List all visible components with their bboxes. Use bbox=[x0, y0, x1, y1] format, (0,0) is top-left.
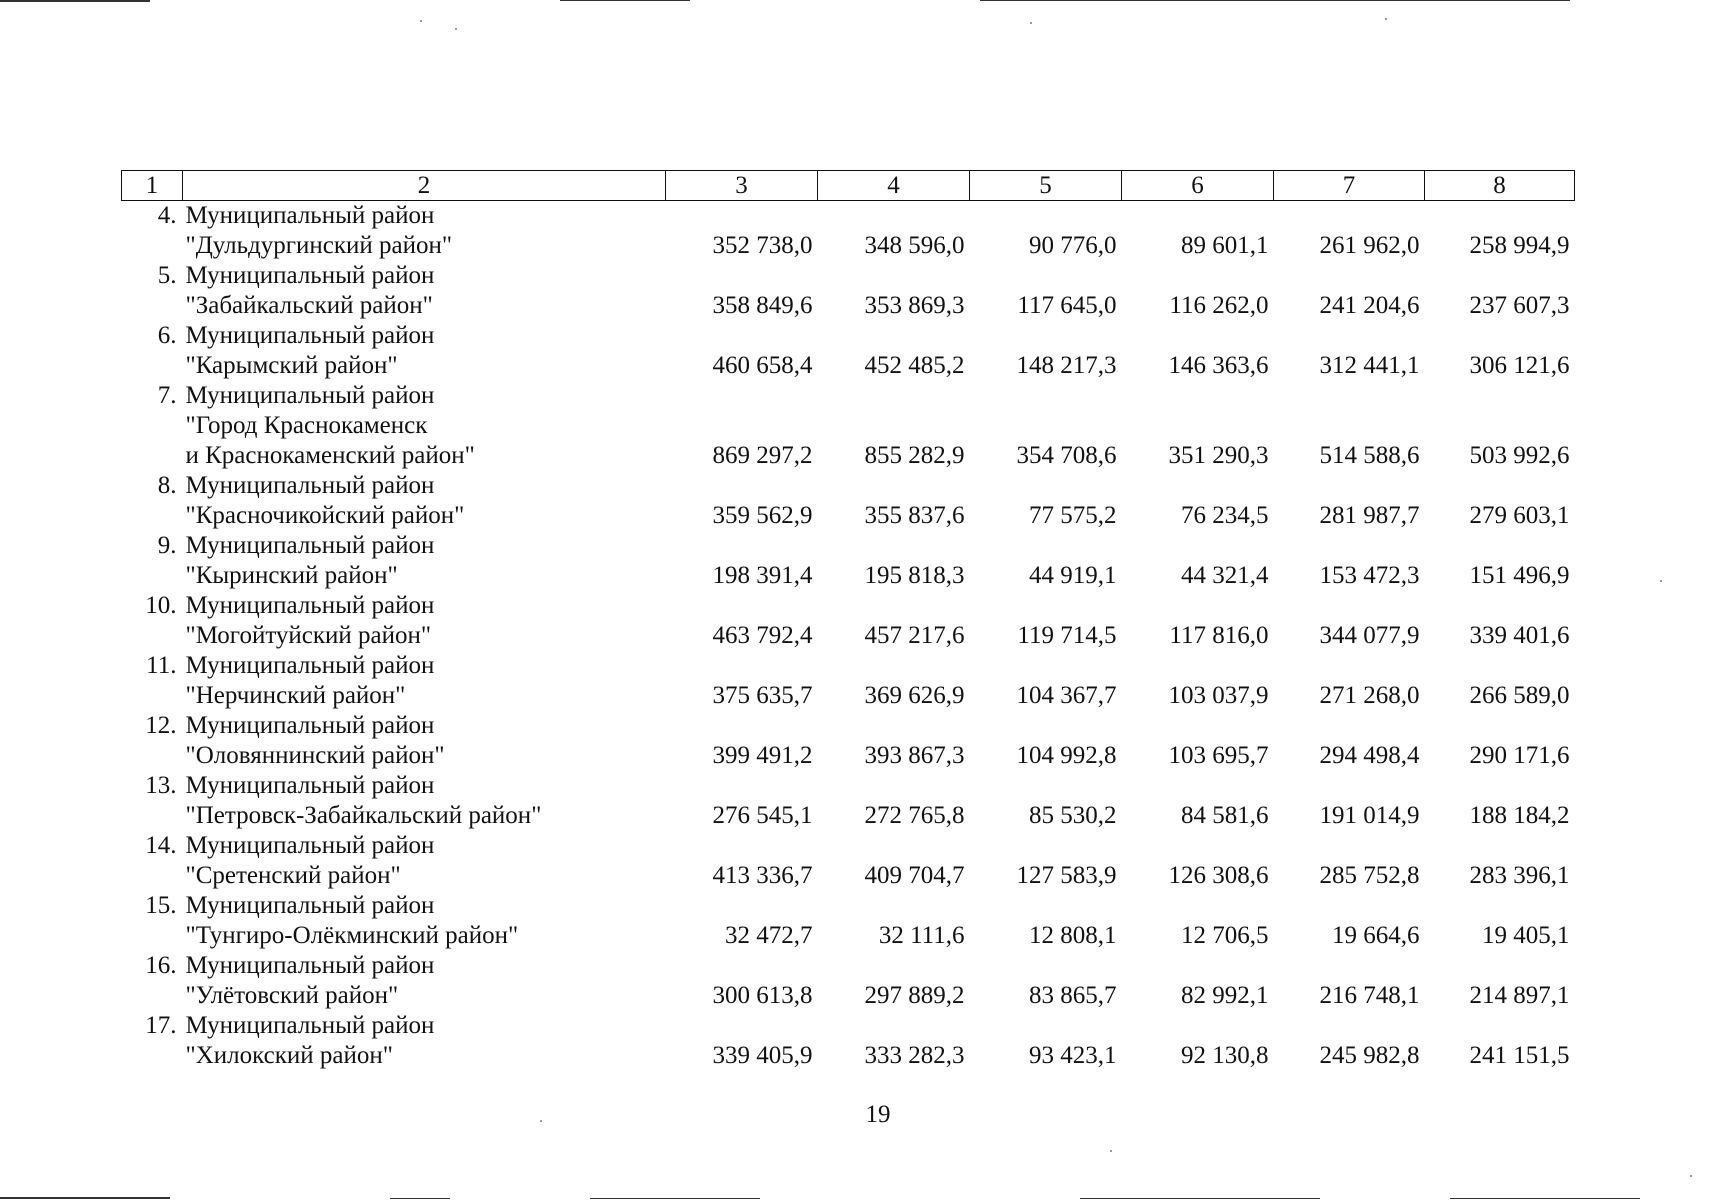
value-cell: 463 792,4 bbox=[712, 622, 813, 649]
value-cell: 146 363,6 bbox=[1168, 352, 1269, 379]
table-body bbox=[122, 201, 1575, 1072]
district-name-line: "Кыринский район" bbox=[185, 562, 398, 589]
row-number-pad bbox=[122, 501, 177, 531]
value-cell: 354 708,6 bbox=[1016, 442, 1117, 469]
district-name-line: "Нерчинский район" bbox=[185, 682, 406, 709]
district-name-line: "Могойтуйский район" bbox=[185, 622, 432, 649]
district-name-line: Муниципальный район bbox=[185, 652, 435, 679]
row-number-pad bbox=[122, 561, 177, 591]
row-number-text: 6. bbox=[157, 322, 177, 349]
value-cell: 344 077,9 bbox=[1319, 622, 1420, 649]
row-number-text: 17. bbox=[145, 1012, 177, 1039]
value-cell: 283 396,1 bbox=[1469, 862, 1570, 889]
district-name-line: Муниципальный район bbox=[185, 472, 435, 499]
value-cell: 258 994,9 bbox=[1469, 232, 1570, 259]
row-number bbox=[122, 1011, 183, 1071]
row-number bbox=[122, 381, 183, 471]
row-number-pad bbox=[122, 921, 177, 951]
district-name-line: Муниципальный район bbox=[185, 382, 435, 409]
value-cell: 355 837,6 bbox=[864, 502, 965, 529]
district-name-line: Муниципальный район bbox=[185, 262, 435, 289]
scan-speck bbox=[1110, 1150, 1112, 1152]
district-name-line: "Петровск-Забайкальский район" bbox=[185, 802, 542, 829]
row-number-text: 9. bbox=[157, 532, 177, 559]
row-number-pad bbox=[122, 741, 177, 771]
value-cell: 117 816,0 bbox=[1169, 622, 1269, 649]
scan-speck bbox=[1690, 1175, 1692, 1177]
header-row bbox=[122, 171, 1575, 201]
value-cell: 245 982,8 bbox=[1319, 1042, 1420, 1069]
district-name-line: Муниципальный район bbox=[185, 322, 435, 349]
row-number-pad bbox=[122, 231, 177, 261]
value-cell: 93 423,1 bbox=[1029, 1042, 1117, 1069]
row-number-pad bbox=[122, 861, 177, 891]
value-cell: 297 889,2 bbox=[864, 982, 965, 1009]
district-name-line: "Оловяннинский район" bbox=[185, 742, 445, 769]
scan-edge-line bbox=[0, 0, 150, 2]
district-name-line: Муниципальный район bbox=[185, 892, 435, 919]
value-cell: 216 748,1 bbox=[1319, 982, 1420, 1009]
district-name-line: "Дульдургинский район" bbox=[185, 232, 453, 259]
row-number-text: 15. bbox=[145, 892, 177, 919]
scan-edge-line bbox=[980, 0, 1570, 1]
value-cell: 241 151,5 bbox=[1469, 1042, 1570, 1069]
row-number-pad bbox=[122, 621, 177, 651]
value-cell: 198 391,4 bbox=[712, 562, 813, 589]
row-number bbox=[122, 531, 183, 591]
budget-table bbox=[121, 170, 1575, 1071]
value-cell: 375 635,7 bbox=[712, 682, 813, 709]
table-header bbox=[122, 171, 1575, 201]
value-cell: 285 752,8 bbox=[1319, 862, 1420, 889]
district-name-line: и Краснокаменский район" bbox=[185, 442, 475, 469]
value-cell: 266 589,0 bbox=[1469, 682, 1570, 709]
scan-edge-line bbox=[1450, 1198, 1640, 1199]
row-number-pad bbox=[122, 351, 177, 381]
value-cell: 290 171,6 bbox=[1469, 742, 1570, 769]
scan-edge-line bbox=[1080, 1198, 1320, 1199]
header-cell: 7 bbox=[1274, 171, 1425, 201]
district-name bbox=[183, 1011, 666, 1071]
value-cell: 241 204,6 bbox=[1319, 292, 1420, 319]
value-cell: 272 765,8 bbox=[864, 802, 965, 829]
value-cell: 117 645,0 bbox=[1017, 292, 1117, 319]
value-cell: 82 992,1 bbox=[1181, 982, 1269, 1009]
value-cell: 399 491,2 bbox=[712, 742, 813, 769]
row-number bbox=[122, 951, 183, 1011]
value-cell: 339 401,6 bbox=[1469, 622, 1570, 649]
scan-edge-line bbox=[0, 1197, 170, 1199]
page-number: 19 bbox=[865, 1101, 891, 1128]
scan-edge-line bbox=[590, 1198, 760, 1199]
table-row bbox=[122, 1011, 1575, 1071]
value-cell: 126 308,6 bbox=[1168, 862, 1269, 889]
scan-edge-line bbox=[390, 1198, 450, 1199]
header-cell: 2 bbox=[183, 171, 666, 201]
scan-edge-line bbox=[560, 0, 690, 1]
row-number bbox=[122, 831, 183, 891]
value-cell: 116 262,0 bbox=[1169, 292, 1269, 319]
district-name-line: "Тунгиро-Олёкминский район" bbox=[185, 922, 519, 949]
row-number-text: 11. bbox=[146, 652, 177, 679]
value-cell: 32 472,7 bbox=[725, 922, 813, 949]
value-cell: 148 217,3 bbox=[1016, 352, 1117, 379]
row-number-pad bbox=[122, 681, 177, 711]
district-name-line: Муниципальный район bbox=[185, 952, 435, 979]
value-cell: 281 987,7 bbox=[1319, 502, 1420, 529]
value-cell: 191 014,9 bbox=[1319, 802, 1420, 829]
value-cell: 44 321,4 bbox=[1181, 562, 1269, 589]
value-cell: 503 992,6 bbox=[1469, 442, 1570, 469]
row-number-text: 4. bbox=[157, 202, 177, 229]
value-cell: 19 405,1 bbox=[1482, 922, 1570, 949]
value-cell: 348 596,0 bbox=[864, 232, 965, 259]
district-name-line: Муниципальный район bbox=[185, 772, 435, 799]
row-number-pad bbox=[122, 981, 177, 1011]
header-cell: 6 bbox=[1122, 171, 1274, 201]
value-cell: 460 658,4 bbox=[712, 352, 813, 379]
district-name-line: "Улётовский район" bbox=[185, 982, 399, 1009]
value-cell: 214 897,1 bbox=[1469, 982, 1570, 1009]
district-name-line: "Забайкальский район" bbox=[185, 292, 433, 319]
value-cell: 271 268,0 bbox=[1319, 682, 1420, 709]
header-cell: 3 bbox=[666, 171, 818, 201]
value-cell: 306 121,6 bbox=[1469, 352, 1570, 379]
value-cell: 339 405,9 bbox=[712, 1042, 813, 1069]
district-name-line: "Хилокский район" bbox=[185, 1042, 393, 1069]
value-cell: 352 738,0 bbox=[712, 232, 813, 259]
header-cell: 8 bbox=[1425, 171, 1575, 201]
value-cell: 237 607,3 bbox=[1469, 292, 1570, 319]
row-number bbox=[122, 471, 183, 531]
value-cell: 413 336,7 bbox=[712, 862, 813, 889]
district-name-line: Муниципальный район bbox=[185, 532, 435, 559]
value-cell: 153 472,3 bbox=[1319, 562, 1420, 589]
scan-speck bbox=[1030, 22, 1032, 24]
row-number bbox=[122, 201, 183, 262]
value-cell: 19 664,6 bbox=[1332, 922, 1420, 949]
value-cell: 855 282,9 bbox=[864, 442, 965, 469]
scan-speck bbox=[455, 28, 457, 30]
row-number-text: 14. bbox=[145, 832, 177, 859]
district-name bbox=[183, 891, 666, 951]
table-row bbox=[122, 261, 1575, 321]
value-cell: 103 037,9 bbox=[1168, 682, 1269, 709]
value-cell: 103 695,7 bbox=[1168, 742, 1269, 769]
header-cell: 5 bbox=[970, 171, 1122, 201]
row-number-text: 12. bbox=[145, 712, 177, 739]
value-cell: 514 588,6 bbox=[1319, 442, 1420, 469]
table-row bbox=[122, 771, 1575, 831]
value-cell: 188 184,2 bbox=[1469, 802, 1570, 829]
table-row bbox=[122, 321, 1575, 381]
table-row bbox=[122, 471, 1575, 531]
value-cell: 276 545,1 bbox=[712, 802, 813, 829]
district-name bbox=[183, 651, 666, 711]
value-cell: 12 808,1 bbox=[1029, 922, 1117, 949]
value-cell: 333 282,3 bbox=[864, 1042, 965, 1069]
row-number-pad bbox=[122, 1041, 177, 1071]
row-number-text: 13. bbox=[145, 772, 177, 799]
table-row bbox=[122, 891, 1575, 951]
scan-speck bbox=[1385, 18, 1387, 20]
value-cell: 83 865,7 bbox=[1029, 982, 1117, 1009]
table-row bbox=[122, 381, 1575, 471]
value-cell: 353 869,3 bbox=[864, 292, 965, 319]
value-cell: 90 776,0 bbox=[1029, 232, 1117, 259]
district-name bbox=[183, 771, 666, 831]
district-name bbox=[183, 831, 666, 891]
value-cell: 84 581,6 bbox=[1181, 802, 1269, 829]
row-number bbox=[122, 891, 183, 951]
header-cell: 4 bbox=[818, 171, 970, 201]
row-number bbox=[122, 651, 183, 711]
row-number-pad bbox=[122, 441, 177, 471]
value-cell: 85 530,2 bbox=[1029, 802, 1117, 829]
value-cell: 92 130,8 bbox=[1181, 1042, 1269, 1069]
table-row bbox=[122, 651, 1575, 711]
district-name-line: Муниципальный район bbox=[185, 1012, 435, 1039]
row-number bbox=[122, 771, 183, 831]
value-cell: 119 714,5 bbox=[1017, 622, 1117, 649]
value-cell: 151 496,9 bbox=[1469, 562, 1570, 589]
value-cell: 44 919,1 bbox=[1029, 562, 1117, 589]
district-name bbox=[183, 381, 666, 471]
value-cell: 452 485,2 bbox=[864, 352, 965, 379]
row-number bbox=[122, 711, 183, 771]
row-number-pad bbox=[122, 411, 177, 441]
table-row bbox=[122, 831, 1575, 891]
value-cell: 279 603,1 bbox=[1469, 502, 1570, 529]
value-cell: 300 613,8 bbox=[712, 982, 813, 1009]
district-name bbox=[183, 591, 666, 651]
row-number-text: 8. bbox=[157, 472, 177, 499]
value-cell: 409 704,7 bbox=[864, 862, 965, 889]
row-number-text: 5. bbox=[157, 262, 177, 289]
value-cell: 127 583,9 bbox=[1016, 862, 1117, 889]
district-name bbox=[183, 471, 666, 531]
value-cell: 358 849,6 bbox=[712, 292, 813, 319]
row-number-pad bbox=[122, 291, 177, 321]
value-cell: 294 498,4 bbox=[1319, 742, 1420, 769]
row-number bbox=[122, 261, 183, 321]
district-name bbox=[183, 711, 666, 771]
value-cell: 457 217,6 bbox=[864, 622, 965, 649]
district-name-line: Муниципальный район bbox=[185, 592, 435, 619]
value-cell: 869 297,2 bbox=[712, 442, 813, 469]
value-cell: 393 867,3 bbox=[864, 742, 965, 769]
value-cell: 76 234,5 bbox=[1181, 502, 1269, 529]
district-name-line: "Сретенский район" bbox=[185, 862, 401, 889]
row-number-pad bbox=[122, 801, 177, 831]
value-cell: 369 626,9 bbox=[864, 682, 965, 709]
district-name bbox=[183, 951, 666, 1011]
row-number-text: 16. bbox=[145, 952, 177, 979]
scan-speck bbox=[1660, 580, 1662, 582]
value-cell: 77 575,2 bbox=[1029, 502, 1117, 529]
value-cell: 32 111,6 bbox=[878, 922, 965, 949]
district-name-line: Муниципальный район bbox=[185, 202, 435, 229]
district-name-line: "Город Краснокаменск bbox=[185, 412, 428, 439]
value-cell: 195 818,3 bbox=[864, 562, 965, 589]
header-cell: 1 bbox=[122, 171, 183, 201]
scan-speck bbox=[420, 20, 422, 22]
table-row bbox=[122, 531, 1575, 591]
table-row bbox=[122, 201, 1575, 262]
district-name bbox=[183, 531, 666, 591]
table-row bbox=[122, 711, 1575, 771]
table-row bbox=[122, 591, 1575, 651]
district-name bbox=[183, 261, 666, 321]
value-cell: 312 441,1 bbox=[1319, 352, 1420, 379]
value-cell: 104 992,8 bbox=[1016, 742, 1117, 769]
row-number-text: 10. bbox=[145, 592, 177, 619]
value-cell: 261 962,0 bbox=[1319, 232, 1420, 259]
table-row bbox=[122, 951, 1575, 1011]
district-name-line: "Карымский район" bbox=[185, 352, 398, 379]
district-name bbox=[183, 201, 666, 262]
district-name-line: "Красночикойский район" bbox=[185, 502, 465, 529]
value-cell: 89 601,1 bbox=[1181, 232, 1269, 259]
district-name-line: Муниципальный район bbox=[185, 712, 435, 739]
row-number bbox=[122, 591, 183, 651]
district-name-line: Муниципальный район bbox=[185, 832, 435, 859]
row-number-text: 7. bbox=[157, 382, 177, 409]
value-cell: 351 290,3 bbox=[1168, 442, 1269, 469]
value-cell: 359 562,9 bbox=[712, 502, 813, 529]
district-name bbox=[183, 321, 666, 381]
value-cell: 104 367,7 bbox=[1016, 682, 1117, 709]
row-number bbox=[122, 321, 183, 381]
value-cell: 12 706,5 bbox=[1181, 922, 1269, 949]
